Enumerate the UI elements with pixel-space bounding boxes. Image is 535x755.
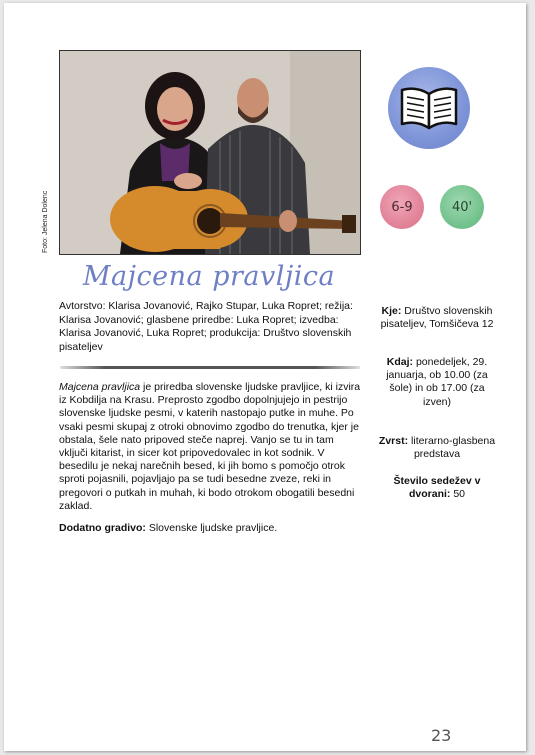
show-title: Majcena pravljica [82,261,336,292]
open-book-icon [398,84,460,132]
extra-material-value: Slovenske ljudske pravljice. [145,522,278,534]
photo-credit: Foto: Jelena Dolenc [42,190,49,253]
book-badge [388,67,470,149]
info-type [376,435,498,461]
seats-label: Število sedežev v dvorani: [393,475,481,501]
seats-value: 50 [450,488,466,501]
description [59,381,364,513]
age-badge: 6-9 [380,185,424,229]
info-when [376,356,498,409]
description-paragraph [59,381,364,513]
when-value: ponedeljek, 29. januarja, ob 10.00 (za šole) in ob 17.00 (za izven) [386,356,488,408]
page [4,3,526,751]
page-number: 23 [431,726,452,745]
duration-badge: 40' [440,185,484,229]
where-value: Društvo slovenskih pisateljev, Tomšičeva 12 [380,305,494,331]
description-text: je priredba slovenske ljudske pravljice, ki izvira iz Kobdilja na Krasu. Preprosto zgodbo dopolnjujejo in pestrijo slovenske ljudske pesmi, v katerih nastopajo putke in muhe. Po vsaki pesmi skupaj z otroki obnovimo zgodbo do trenutka, kjer je obstala, šele nato pripoved steče naprej. Vanjo se tu in tam vključi kitarist, in sicer kot pripovedovalec in kot sodnik. V besedilu je nekaj narečnih besed, ki jih bomo s pomočjo otrok sproti pojasnili, pojavljajo pa se tudi besedne zveze, reki in pregovori o putkah in muhah, ki bodo otrokom obogatili besedni zaklad. [59,381,361,512]
extra-material-label: Dodatno gradivo: [59,522,146,534]
credits-text: Avtorstvo: Klarisa Jovanović, Rajko Stupar, Luka Ropret; režija: Klarisa Jovanović; glasbene priredbe: Luka Ropret; izvedba: Klarisa Jovanović, Luka Ropret; produkcija: Društvo slovenskih pisateljev [59,300,353,353]
performers-photo [59,50,361,255]
brush-divider [60,366,360,369]
info-seats [376,475,498,501]
where-label: Kje: [381,305,402,317]
type-value: literarno-glasbena predstava [408,435,496,461]
when-label: Kdaj: [386,356,414,368]
type-label: Zvrst: [378,435,409,447]
performers-illustration [60,51,360,254]
extra-material [59,522,364,534]
info-where [376,305,498,331]
description-title-italic: Majcena pravljica [59,381,141,393]
